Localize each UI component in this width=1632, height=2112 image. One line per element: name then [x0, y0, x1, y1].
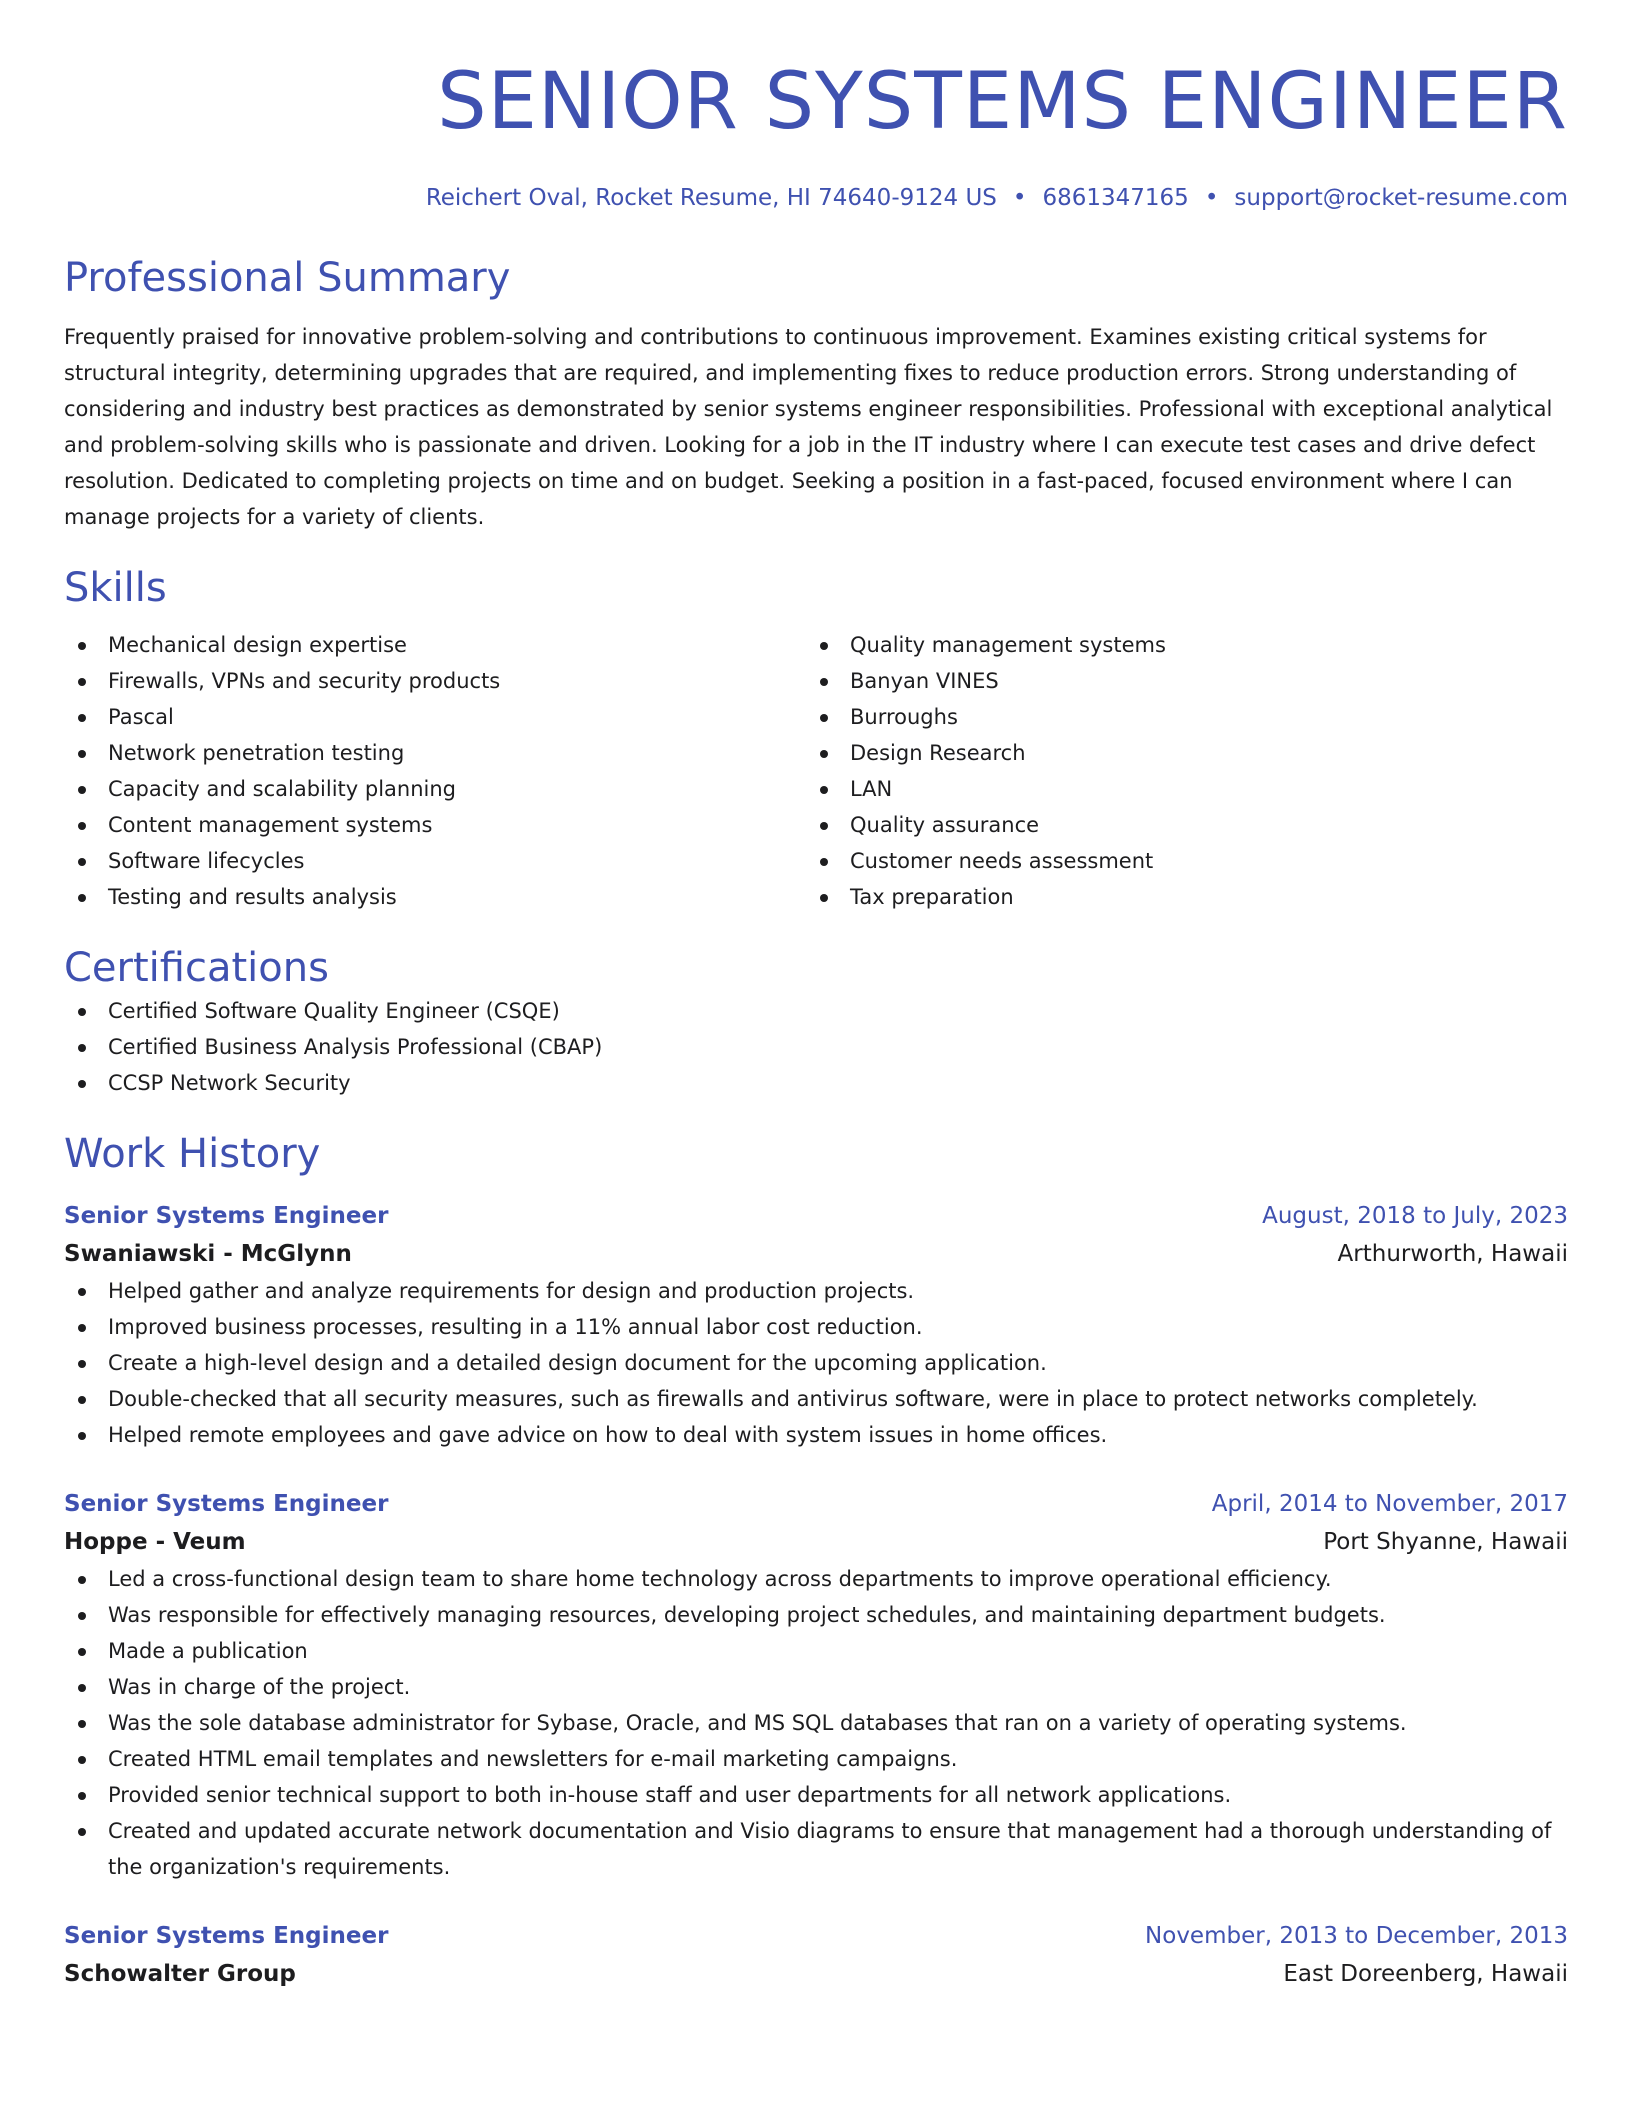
- job-company: Schowalter Group: [64, 1961, 296, 1987]
- skill-label: Tax preparation: [850, 885, 1014, 909]
- duty-text: Led a cross-functional design team to share home technology across departments to improve operational efficiency.: [108, 1567, 1332, 1591]
- duty-text: Was in charge of the project.: [108, 1675, 411, 1699]
- bullet-icon: [78, 1792, 86, 1800]
- bullet-icon: [78, 1432, 86, 1440]
- list-item: [64, 1273, 1568, 1309]
- job-duties-list: [64, 1273, 1568, 1453]
- list-item: [64, 735, 806, 771]
- bullet-icon: [820, 642, 828, 650]
- bullet-icon: [78, 1648, 86, 1656]
- job-location: East Doreenberg, Hawaii: [1283, 1961, 1568, 1987]
- job-title-row: [64, 1917, 1568, 1955]
- job-company-row: [64, 1235, 1568, 1273]
- list-item: [64, 1633, 1568, 1669]
- list-item: [64, 807, 806, 843]
- certifications-list: [64, 993, 1568, 1101]
- list-item: [64, 1065, 1568, 1101]
- duty-text: Created HTML email templates and newsletters for e-mail marketing campaigns.: [108, 1747, 958, 1771]
- list-item: [64, 993, 1568, 1029]
- skill-label: Mechanical design expertise: [108, 633, 407, 657]
- list-item: [64, 1029, 1568, 1065]
- summary-text: Frequently praised for innovative problem-solving and contributions to continuous improvement. Examines existing critical systems for structural integrity, determining upgrades that are required, and implementing fixes to reduce production errors. Strong understanding of considering and industry best practices as demonstrated by senior systems engineer responsibilities. Professional with exceptional analytical and problem-solving skills who is passionate and driven. Looking for a job in the IT industry where I can execute test cases and drive defect resolution. Dedicated to completing projects on time and on budget. Seeking a position in a fast-paced, focused environment where I can manage projects for a variety of clients.: [64, 325, 1553, 529]
- skill-label: Network penetration testing: [108, 741, 405, 765]
- list-item: [806, 807, 1548, 843]
- list-item: [64, 663, 806, 699]
- bullet-icon: [78, 678, 86, 686]
- list-item: [806, 879, 1548, 915]
- bullet-icon: [78, 1008, 86, 1016]
- skills-column-left: [64, 627, 806, 915]
- list-item: [806, 771, 1548, 807]
- bullet-icon: [78, 1324, 86, 1332]
- bullet-icon: [78, 1080, 86, 1088]
- job-title-row: [64, 1485, 1568, 1523]
- duty-text: Improved business processes, resulting in a 11% annual labor cost reduction.: [108, 1315, 923, 1339]
- duty-text: Was the sole database administrator for Sybase, Oracle, and MS SQL databases that ran on a variety of operating systems.: [108, 1711, 1407, 1735]
- bullet-icon: [78, 1396, 86, 1404]
- job-dates: August, 2018 to July, 2023: [1262, 1203, 1568, 1229]
- bullet-icon: [820, 894, 828, 902]
- contact-separator: •: [1012, 185, 1027, 211]
- skill-label: Content management systems: [108, 813, 433, 837]
- job-duties-list: [64, 1561, 1568, 1885]
- list-item: [806, 735, 1548, 771]
- bullet-icon: [78, 1828, 86, 1836]
- list-item: [64, 1345, 1568, 1381]
- skills-column-right: [806, 627, 1548, 915]
- job-title-row: [64, 1197, 1568, 1235]
- job-entry: [64, 1485, 1568, 1885]
- duty-text: Created and updated accurate network documentation and Visio diagrams to ensure that management had a thorough understanding of the organization's requirements.: [108, 1819, 1552, 1879]
- list-item: [64, 627, 806, 663]
- resume-title: SENIOR SYSTEMS ENGINEER: [437, 57, 1568, 147]
- bullet-icon: [78, 1044, 86, 1052]
- bullet-icon: [820, 822, 828, 830]
- certification-label: Certified Software Quality Engineer (CSQE): [108, 999, 560, 1023]
- skill-label: Quality assurance: [850, 813, 1040, 837]
- skill-label: Burroughs: [850, 705, 958, 729]
- bullet-icon: [820, 750, 828, 758]
- duty-text: Made a publication: [108, 1639, 308, 1663]
- skill-label: Capacity and scalability planning: [108, 777, 456, 801]
- bullet-icon: [78, 1576, 86, 1584]
- bullet-icon: [78, 1720, 86, 1728]
- skills-heading: Skills: [64, 565, 167, 611]
- job-location: Port Shyanne, Hawaii: [1323, 1529, 1568, 1555]
- skill-label: Banyan VINES: [850, 669, 999, 693]
- bullet-icon: [820, 786, 828, 794]
- skill-label: Customer needs assessment: [850, 849, 1154, 873]
- contact-separator: •: [1204, 185, 1219, 211]
- list-item: [64, 1561, 1568, 1597]
- contact-phone: 6861347165: [1042, 185, 1189, 211]
- bullet-icon: [78, 642, 86, 650]
- job-title: Senior Systems Engineer: [64, 1203, 389, 1229]
- list-item: [64, 1813, 1568, 1885]
- bullet-icon: [78, 858, 86, 866]
- job-company-row: [64, 1523, 1568, 1561]
- job-title: Senior Systems Engineer: [64, 1491, 389, 1517]
- bullet-icon: [78, 786, 86, 794]
- bullet-icon: [78, 822, 86, 830]
- summary-heading: Professional Summary: [64, 255, 511, 301]
- bullet-icon: [78, 1612, 86, 1620]
- job-dates: April, 2014 to November, 2017: [1211, 1491, 1568, 1517]
- bullet-icon: [78, 1360, 86, 1368]
- bullet-icon: [820, 678, 828, 686]
- list-item: [64, 1705, 1568, 1741]
- job-company: Hoppe - Veum: [64, 1529, 246, 1555]
- list-item: [806, 843, 1548, 879]
- list-item: [64, 1381, 1568, 1417]
- resume-page: [64, 0, 1568, 1993]
- bullet-icon: [78, 1288, 86, 1296]
- duty-text: Double-checked that all security measures, such as firewalls and antivirus software, were in place to protect networks completely.: [108, 1387, 1478, 1411]
- list-item: [64, 879, 806, 915]
- contact-email: support@rocket-resume.com: [1234, 185, 1568, 211]
- job-title: Senior Systems Engineer: [64, 1923, 389, 1949]
- skills-list-left: [64, 627, 806, 915]
- list-item: [64, 1741, 1568, 1777]
- skill-label: Software lifecycles: [108, 849, 305, 873]
- skills-list-right: [806, 627, 1548, 915]
- contact-line: [64, 183, 1568, 213]
- skill-label: Design Research: [850, 741, 1026, 765]
- duty-text: Provided senior technical support to both in-house staff and user departments for all network applications.: [108, 1783, 1232, 1807]
- certification-label: Certified Business Analysis Professional (CBAP): [108, 1035, 603, 1059]
- bullet-icon: [820, 714, 828, 722]
- bullet-icon: [820, 858, 828, 866]
- list-item: [806, 699, 1548, 735]
- bullet-icon: [78, 750, 86, 758]
- bullet-icon: [78, 894, 86, 902]
- list-item: [64, 699, 806, 735]
- skill-label: Quality management systems: [850, 633, 1166, 657]
- list-item: [64, 1777, 1568, 1813]
- bullet-icon: [78, 1684, 86, 1692]
- list-item: [64, 1597, 1568, 1633]
- certifications-heading: Certifications: [64, 945, 329, 991]
- list-item: [64, 1417, 1568, 1453]
- bullet-icon: [78, 1756, 86, 1764]
- job-company: Swaniawski - McGlynn: [64, 1241, 352, 1267]
- job-location: Arthurworth, Hawaii: [1337, 1241, 1568, 1267]
- job-dates: November, 2013 to December, 2013: [1145, 1923, 1568, 1949]
- list-item: [806, 663, 1548, 699]
- list-item: [64, 1309, 1568, 1345]
- work-history-heading: Work History: [64, 1131, 321, 1177]
- job-company-row: [64, 1955, 1568, 1993]
- list-item: [64, 771, 806, 807]
- skill-label: Firewalls, VPNs and security products: [108, 669, 501, 693]
- job-entry: [64, 1917, 1568, 1993]
- skill-label: Pascal: [108, 705, 174, 729]
- skill-label: Testing and results analysis: [108, 885, 397, 909]
- bullet-icon: [78, 714, 86, 722]
- list-item: [64, 1669, 1568, 1705]
- duty-text: Create a high-level design and a detailed design document for the upcoming application.: [108, 1351, 1047, 1375]
- duty-text: Helped remote employees and gave advice on how to deal with system issues in home offices.: [108, 1423, 1108, 1447]
- skill-label: LAN: [850, 777, 893, 801]
- list-item: [64, 843, 806, 879]
- certification-label: CCSP Network Security: [108, 1071, 351, 1095]
- skills-grid: [64, 627, 1568, 915]
- duty-text: Was responsible for effectively managing resources, developing project schedules, and maintaining department budgets.: [108, 1603, 1386, 1627]
- job-entry: [64, 1197, 1568, 1453]
- duty-text: Helped gather and analyze requirements for design and production projects.: [108, 1279, 915, 1303]
- list-item: [806, 627, 1548, 663]
- contact-address: Reichert Oval, Rocket Resume, HI 74640-9124 US: [425, 185, 997, 211]
